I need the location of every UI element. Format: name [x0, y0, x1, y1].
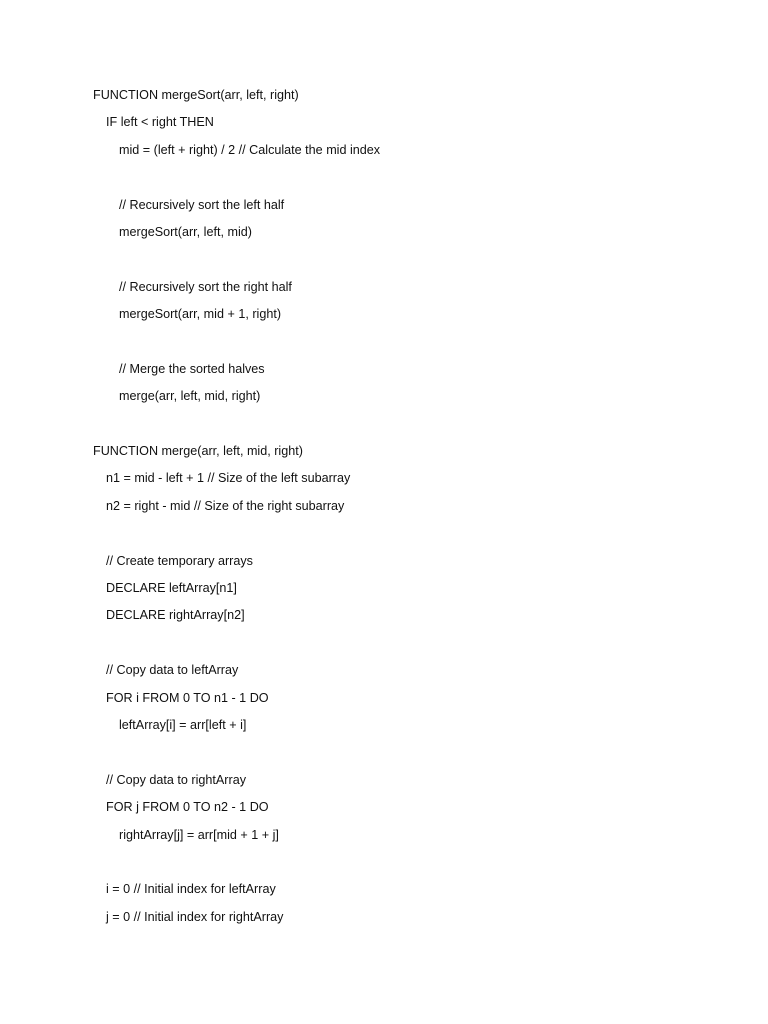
code-line: // Copy data to rightArray	[106, 772, 246, 787]
code-line: FOR j FROM 0 TO n2 - 1 DO	[106, 800, 269, 815]
code-line	[93, 524, 733, 551]
code-line: merge(arr, left, mid, right)	[119, 389, 261, 404]
code-line: n2 = right - mid // Size of the right subarray	[106, 498, 345, 513]
code-line: rightArray[j] = arr[mid + 1 + j]	[119, 827, 279, 842]
code-line: IF left < right THEN	[106, 115, 214, 130]
code-line: i = 0 // Initial index for leftArray	[106, 882, 276, 897]
code-line: mergeSort(arr, mid + 1, right)	[119, 307, 282, 322]
code-line: FUNCTION merge(arr, left, mid, right)	[93, 444, 303, 459]
pseudocode-block	[93, 86, 733, 935]
code-line: j = 0 // Initial index for rightArray	[106, 909, 284, 924]
code-line	[93, 168, 733, 195]
code-line: FOR i FROM 0 TO n1 - 1 DO	[106, 690, 269, 705]
code-line: DECLARE rightArray[n2]	[106, 608, 245, 623]
code-line: // Recursively sort the left half	[119, 197, 285, 212]
code-line: DECLARE leftArray[n1]	[106, 581, 237, 596]
code-line	[93, 250, 733, 277]
code-line	[93, 634, 733, 661]
code-line: // Merge the sorted halves	[119, 361, 265, 376]
code-line	[93, 415, 733, 442]
code-line: mid = (left + right) / 2 // Calculate the mid index	[119, 142, 381, 157]
code-line: FUNCTION mergeSort(arr, left, right)	[93, 88, 299, 102]
code-line: n1 = mid - left + 1 // Size of the left subarray	[106, 471, 351, 486]
code-line: mergeSort(arr, left, mid)	[119, 224, 252, 239]
code-line	[93, 743, 733, 770]
code-line: // Recursively sort the right half	[119, 279, 292, 294]
code-line	[93, 333, 733, 360]
code-line: // Create temporary arrays	[106, 553, 253, 568]
code-line	[93, 853, 733, 880]
code-line: leftArray[i] = arr[left + i]	[119, 717, 247, 732]
code-line: // Copy data to leftArray	[106, 663, 239, 678]
